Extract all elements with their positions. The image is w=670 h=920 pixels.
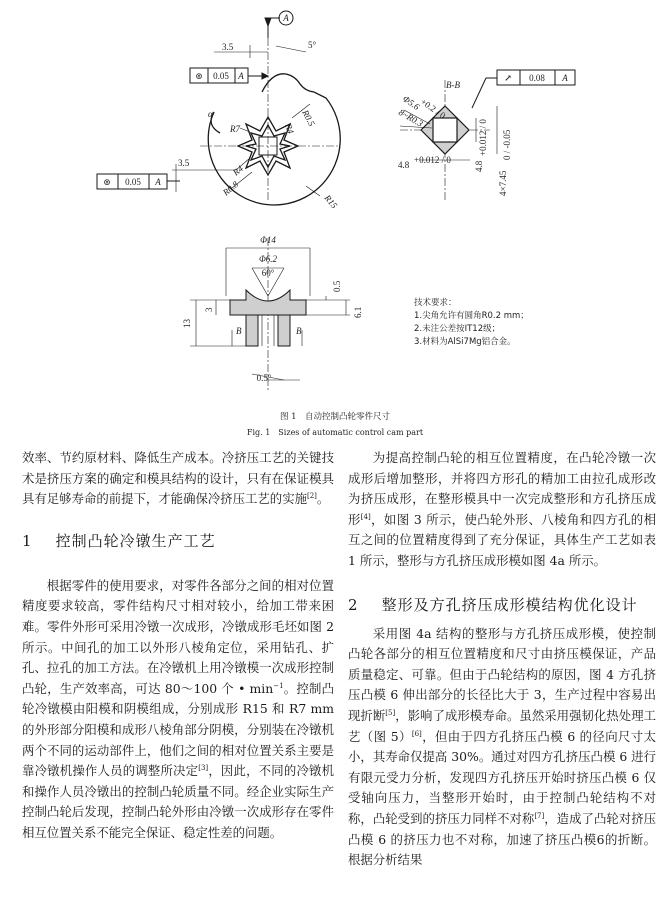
tol3-datum: A xyxy=(562,73,568,83)
notes-title: 技术要求： xyxy=(414,298,457,308)
dim-3-5-left: 3.5 xyxy=(178,158,190,168)
dim-r4-a: R4 xyxy=(283,122,296,136)
dim-6-1: 6.1 xyxy=(353,306,363,318)
dim-60-deg: 60° xyxy=(261,268,275,278)
section-mark-b-left: B xyxy=(236,326,242,336)
dim-r15: R15 xyxy=(322,192,340,211)
tolerance-frame-3 xyxy=(472,70,575,108)
dim-3-5-top: 3.5 xyxy=(222,42,234,52)
dim-4-8: 4.8 xyxy=(398,160,410,170)
notes-item: 3.材料为AlSi7Mg铝合金。 xyxy=(414,337,516,347)
figure-caption-cn: 图 1 自动控制凸轮零件尺寸 xyxy=(279,412,391,422)
dim-3: 3 xyxy=(204,307,214,312)
right-column xyxy=(348,448,656,871)
tol1-symbol: ⊚ xyxy=(195,71,203,81)
dim-r0-8: R0.8 xyxy=(220,179,241,198)
dim-5-deg: 5° xyxy=(308,40,317,50)
left-paragraph-1: 效率、节约原材料、降低生产成本。冷挤压工艺的关键技术是挤压方案的确定和模具结构的设计，只有在保证模具具有足够寿命的前提下，才能确保冷挤压工艺的实施[2]。 xyxy=(22,450,334,507)
dim-4-8-b-tol: +0.012 / 0 xyxy=(478,119,488,156)
dim-4-8-b: 4.8 xyxy=(474,160,484,172)
right-paragraph-2: 采用图 4a 结构的整形与方孔挤压成形模，使控制凸轮各部分的相互位置精度和尺寸由挤压模保证，产品质量稳定、可靠。但由于凸轮结构的原因，图 4 方孔挤压凸模 6 伸出部分的长径比大于 3，生产过程中容易出现折断[5]，影响了成形模寿命。虽然采用强韧化热处理工艺（图 5）[6]，但由于四方孔挤压凸模 6 的径向尺寸太小，其寿命仅提高 30%。通过对四方孔挤压凸模 6 进行有限元受力分析，发现四方孔挤压开始时挤压凸模 6 仅受轴向压力，当整形开始时，由于控制凸轮结构不对称，凸轮受到的挤压力同样不对称[7]，造成了凸轮对挤压凸模 6 的挤压力也不对称，加速了挤压凸模6的折断。根据分析结果 xyxy=(348,625,657,868)
left-column xyxy=(22,448,334,844)
dim-13: 13 xyxy=(182,319,192,328)
dim-phi-5-6-tol: +0.2 / 0 xyxy=(418,96,448,121)
tol2-datum: A xyxy=(155,177,161,187)
section-2-heading: 2 整形及方孔挤压成形模结构优化设计 xyxy=(348,595,638,614)
dim-0-5-deg: 0.5° xyxy=(256,373,272,383)
section-1-heading: 1 控制凸轮冷镦生产工艺 xyxy=(22,531,216,550)
section-label-bb: B-B xyxy=(446,80,460,90)
dim-r4-b: R4 xyxy=(230,163,245,178)
tol3-value: 0.08 xyxy=(529,73,545,83)
dim-phi-6-2: Φ6.2 xyxy=(258,254,278,264)
figure-1-drawing xyxy=(0,0,670,445)
tol2-symbol: ⊚ xyxy=(103,177,111,187)
tol3-symbol: ↗ xyxy=(504,73,512,83)
datum-label: A xyxy=(283,13,289,23)
dim-phi-5-6: Φ5.6 xyxy=(400,93,422,113)
dim-0-5: 0.5 xyxy=(332,280,342,292)
notes-item: 2.未注公差按IT12级； xyxy=(414,324,501,334)
left-paragraph-2: 根据零件的使用要求，对零件各部分之间的相对位置精度要求较高，零件结构尺寸相对较小，给加工带来困难。零件外形可采用冷镦一次成形，冷镦成形毛坯如图 2 所示。中间孔的加工以外形八棱角定位，采用钻孔、扩孔、拉孔的加工方法。在冷镦机上用冷镦模一次成形控制凸轮，生产效率高，可达 80～100 个 • $\min^{-1}$。控制凸轮冷镦模由阳模和阴模组成，分别成形 R15 和 R7 mm 的外形部分阳模和成形八棱角部分阴模，分别装在冷镦机两个不同的运动部件上，他们之间的相对位置关系主要是靠冷镦机操作人员的调整所决定[3]，因此，不同的冷镦机和操作人员冷镦出的控制凸轮质量不同。经企业实际生产控制凸轮后发现，控制凸轮外形由冷镦一次成形存在零件相互位置关系不能完全保证、稳定性差的问题。 xyxy=(22,577,335,840)
dim-phi-14: Φ14 xyxy=(260,235,276,245)
technical-notes xyxy=(414,297,529,349)
dim-4-8-tol: +0.012 / 0 xyxy=(414,155,451,165)
dim-alpha: α xyxy=(208,109,213,119)
datum-a-marker xyxy=(265,11,293,38)
tol1-value: 0.05 xyxy=(213,71,229,81)
tol1-datum: A xyxy=(238,71,244,81)
figure-caption-en: Fig. 1 Sizes of automatic control cam part xyxy=(246,428,424,437)
dim-4x7-45: 4×7.45 xyxy=(498,170,508,196)
tol2-value: 0.05 xyxy=(125,177,141,187)
dim-r0-5: R0.5 xyxy=(300,108,317,128)
dim-r0-3: 8~R0.3 xyxy=(397,107,425,129)
dim-4x7-45-tol: 0 / -0.05 xyxy=(502,129,512,160)
notes-item: 1.尖角允许有圆角R0.2 mm； xyxy=(414,311,529,321)
right-paragraph-1: 为提高控制凸轮的相互位置精度，在凸轮冷镦一次成形后增加整形，并将四方形孔的精加工由拉孔成形改为挤压成形，在整形模具中一次完成整形和方孔挤压成形[4]，如图 3 所示，使凸轮外形、八棱角和四方孔的相互之间的位置精度得到了充分保证，具体生产工艺如表 1 所示，整形与方孔挤压成形模如图 4a 所示。 xyxy=(348,450,656,568)
dim-r7: R7 xyxy=(230,124,240,134)
section-mark-b-right: B xyxy=(296,326,302,336)
